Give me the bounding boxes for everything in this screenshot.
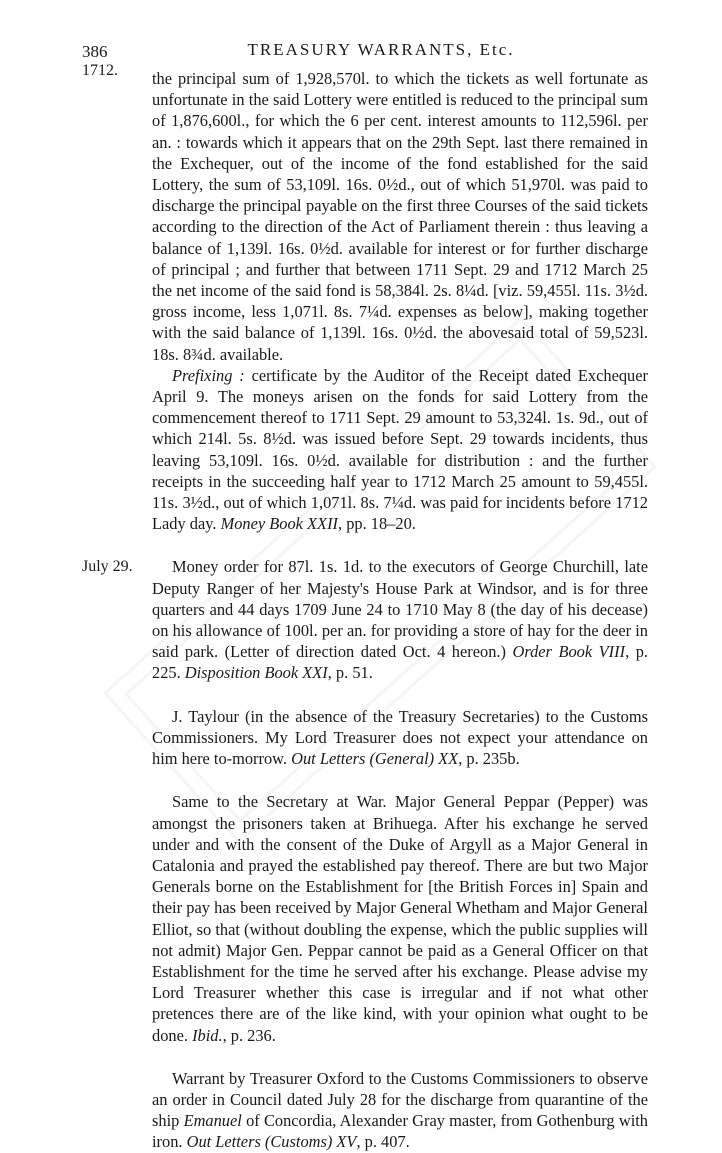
source-reference: Ibid. bbox=[192, 1025, 223, 1045]
paragraph-prefixing bbox=[152, 365, 648, 535]
paragraph-money-order bbox=[152, 556, 648, 683]
ship-name: Emanuel bbox=[183, 1111, 242, 1131]
reference-pages: , p. 236. bbox=[222, 1025, 276, 1045]
reference-pages: , p. 225. bbox=[152, 642, 648, 683]
paragraph-peppar bbox=[152, 791, 648, 1045]
prefixing-lead: Prefixing : bbox=[172, 365, 245, 385]
paragraph-text: the principal sum of 1,928,570l. to which the tickets as well fortunate as unfortunate in the said Lottery were entitled is reduced to the principal sum of 1,876,600l., for which the 6 per cent. interest amounts to 112,596l. per an. : towards which it appears that on the 29th Sept. last there remained in the Exchequer, out of the income of the fond established for the said Lottery, the sum of 53,109l. 16s. 0½d., out of which 51,970l. was paid to discharge the principal payable on the first three Courses of the said tickets according to the direction of the Act of Parliament therein : thus leaving a balance of 1,139l. 16s. 0½d. available for interest or for further discharge of principal ; and further that between 1711 Sept. 29 and 1712 March 25 the net income of the said fond is 58,384l. 2s. 8¼d. [viz. 59,455l. 11s. 3½d. gross income, less 1,071l. 8s. 7¼d. expenses as below], making together with the said balance of 1,139l. 16s. 0½d. the abovesaid total of 59,523l. 18s. 8¾d. available. bbox=[152, 69, 648, 364]
source-reference: Money Book XXII bbox=[220, 514, 338, 534]
source-reference: Out Letters (General) XX bbox=[291, 749, 459, 769]
page-number: 386 bbox=[82, 42, 108, 61]
reference-pages: , p. 407. bbox=[356, 1132, 410, 1152]
entry-date: July 29. bbox=[82, 558, 133, 576]
running-title: TREASURY WARRANTS, Etc. bbox=[247, 40, 515, 59]
reference-pages: , p. 235b. bbox=[458, 749, 520, 769]
entry-july-29 bbox=[82, 556, 648, 683]
paragraph-quarantine bbox=[152, 1068, 648, 1153]
paragraph-text: Same to the Secretary at War. Major General Peppar (Pepper) was amongst the prisoners taken at Brihuega. After his exchange he served under and with the consent of the Duke of Argyll as a Major General in Catalonia and prayed the established pay thereof. There are but two Major Generals borne on the Establishment for [the British Forces in] Spain and their pay has been received by Major General Whetham and Major General Elliot, so that (without doubling the expense, which the public supplies will not admit) Major Gen. Peppar cannot be paid as a General Officer on that Establishment for the time he served after his exchange. Please advise my Lord Treasurer whether this case is irregular and if not what other pretences there are of the like kind, with your opinion what ought to be done. bbox=[152, 792, 648, 1045]
paragraph-taylour-letter bbox=[152, 706, 648, 770]
paragraph-text: of Concordia, Alexander Gray master, from Gothenburg with iron. bbox=[152, 1111, 648, 1152]
paragraph-text: Warrant by Treasurer Oxford to the Customs Commissioners to observe an order in Council dated July 28 for the discharge from quarantine of the ship bbox=[152, 1068, 648, 1131]
document-body bbox=[82, 68, 648, 1153]
entry-taylour bbox=[152, 706, 648, 770]
paragraph-text: Money order for 87l. 1s. 1d. to the executors of George Churchill, late Deputy Ranger of her Majesty's House Park at Windsor, and is for three quarters and 44 days 1709 June 24 to 1710 May 8 (the day of his decease) on his allowance of 100l. per an. for providing a store of hay for the deer in said park. (Letter of direction dated Oct. 4 hereon.) bbox=[152, 557, 648, 662]
source-reference: Out Letters (Customs) XV bbox=[186, 1132, 357, 1152]
reference-pages: , pp. 18–20. bbox=[338, 514, 416, 534]
paragraph-text: J. Taylour (in the absence of the Treasury Secretaries) to the Customs Commissioners. My Lord Treasurer does not expect your attendance on him here to-morrow. bbox=[152, 706, 648, 769]
margin-year: 1712. bbox=[82, 62, 118, 79]
paragraph-text: certificate by the Auditor of the Receipt dated Exchequer April 9. The moneys arisen on the fonds for said Lottery from the commencement thereof to 1711 Sept. 29 amount to 53,324l. 1s. 9d., out of which 214l. 5s. 8½d. was issued before Sept. 29 towards incidents, thus leaving 53,109l. 16s. 0½d. available for distribution : and the further receipts in the succeeding half year to 1712 March 25 amount to 59,455l. 11s. 3½d., out of which 1,071l. 8s. 7¼d. was paid for incidents before 1712 Lady day. bbox=[152, 365, 648, 534]
source-reference: Order Book VIII bbox=[512, 642, 626, 662]
source-reference: Disposition Book XXI bbox=[184, 663, 328, 683]
entry-secretary-at-war bbox=[152, 791, 648, 1045]
paragraph-lottery-continuation bbox=[152, 68, 648, 365]
entry-quarantine-warrant bbox=[152, 1068, 648, 1153]
reference-pages: , p. 51. bbox=[327, 663, 373, 683]
